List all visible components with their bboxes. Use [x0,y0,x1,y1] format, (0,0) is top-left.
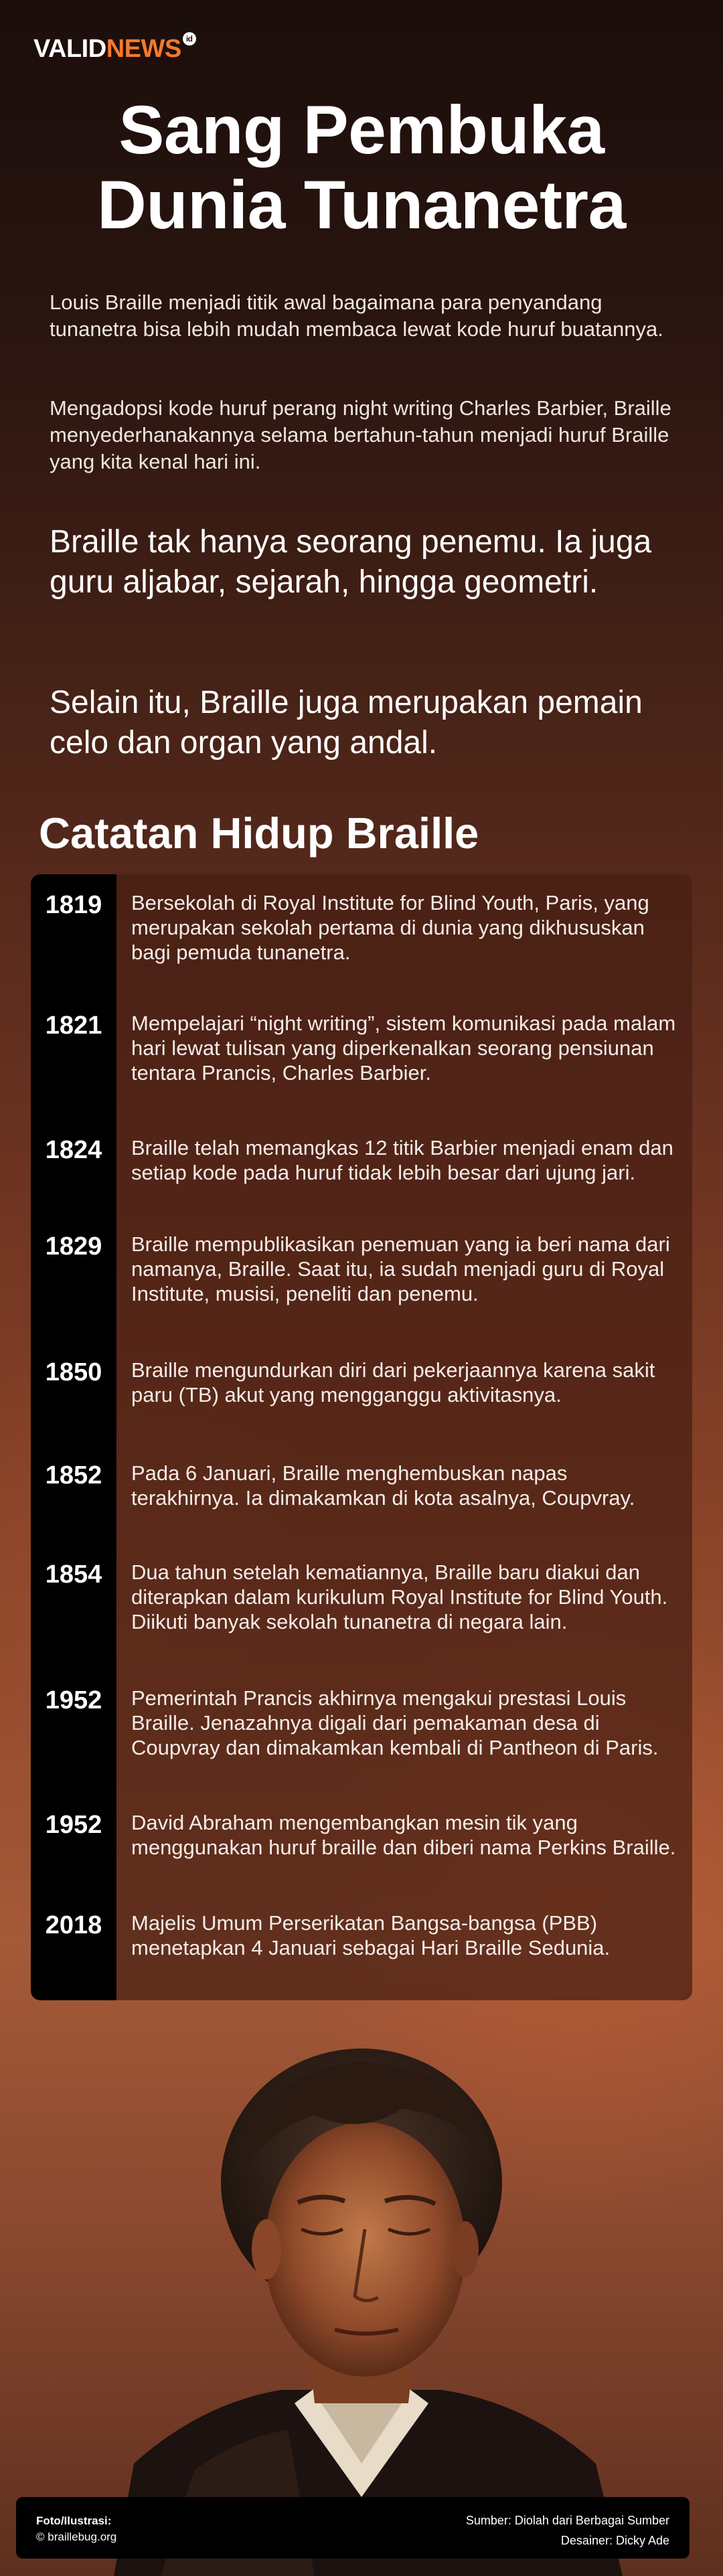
timeline-year: 1829 [45,1232,102,1261]
intro-paragraph-1: Louis Braille menjadi titik awal bagaimana para penyandang tunanetra bisa lebih mudah membaca lewat kode huruf buatannya. [50,291,663,341]
timeline-year: 1819 [45,891,102,919]
highlight-quote-2: Selain itu, Braille juga merupakan pemain celo dan organ yang andal. [50,685,643,760]
photo-credit [36,2513,116,2545]
designer-text: Desainer: Dicky Ade [560,2534,669,2547]
intro-paragraph-2: Mengadopsi kode huruf perang night writing Charles Barbier, Braille menyederhanakannya selama bertahun-tahun menjadi huruf Braille yang kita kenal hari ini. [50,396,671,473]
timeline-year: 1952 [45,1811,102,1839]
timeline-text: Braille mempublikasikan penemuan yang ia beri nama dari namanya, Braille. Saat itu, ia sudah menjadi guru di Royal Institute, musisi, peneliti dan penemu. [131,1232,670,1305]
logo-news: NEWS [106,35,181,63]
source-credit [466,2510,669,2551]
title-line-1: Sang Pembuka [118,92,605,168]
photo-credit-label: Foto/Ilustrasi: [36,2514,112,2527]
timeline-text: Braille mengundurkan diri dari pekerjaannya karena sakit paru (TB) akut yang mengganggu aktivitasnya. [131,1358,655,1406]
timeline-year: 1854 [45,1560,102,1589]
timeline-year: 1850 [45,1358,102,1386]
timeline-title: Catatan Hidup Braille [39,809,479,858]
highlight-quote-1: Braille tak hanya seorang penemu. Ia juga guru aljabar, sejarah, hingga geometri. [50,524,652,600]
timeline-text: David Abraham mengembangkan mesin tik yang menggunakan huruf braille dan diberi nama Perkins Braille. [131,1811,676,1859]
timeline-year: 1824 [45,1136,102,1164]
credits-footer [16,2497,690,2559]
timeline-year: 2018 [45,1911,102,1939]
timeline-text: Braille telah memangkas 12 titik Barbier menjadi enam dan setiap kode pada huruf tidak lebih besar dari ujung jari. [131,1136,673,1184]
timeline-text: Dua tahun setelah kematiannya, Braille baru diakui dan diterapkan dalam kurikulum Royal Institute for Blind Youth. Diikuti banyak sekolah tunanetra di negara lain. [131,1560,668,1633]
timeline-panel [31,874,692,2000]
timeline-text: Mempelajari “night writing”, sistem komunikasi pada malam hari lewat tulisan yang diperkenalkan seorang pensiunan tentara Prancis, Charles Barbier. [131,1012,676,1084]
photo-credit-source: © braillebug.org [36,2530,117,2543]
braille-portrait-illustration [0,2028,723,2576]
source-text: Sumber: Diolah dari Berbagai Sumber [465,2514,669,2527]
timeline-year: 1952 [45,1686,102,1714]
timeline-year: 1852 [45,1461,102,1490]
logo-id-badge: id [183,32,196,46]
timeline-text: Bersekolah di Royal Institute for Blind Youth, Paris, yang merupakan sekolah pertama di dunia yang dikhususkan bagi pemuda tunanetra. [131,891,649,964]
page-title [0,92,723,242]
timeline-text: Majelis Umum Perserikatan Bangsa-bangsa (PBB) menetapkan 4 Januari sebagai Hari Braille Sedunia. [131,1911,611,1959]
validnews-logo [33,35,196,64]
timeline-text: Pemerintah Prancis akhirnya mengakui prestasi Louis Braille. Jenazahnya digali dari pemakaman desa di Coupvray dan dimakamkan kembali di Pantheon di Paris. [131,1686,659,1759]
timeline-text: Pada 6 Januari, Braille menghembuskan napas terakhirnya. Ia dimakamkan di kota asalnya, Coupvray. [131,1461,635,1510]
timeline-year: 1821 [45,1012,102,1040]
logo-valid: VALID [33,35,106,63]
title-line-2: Dunia Tunanetra [97,167,626,243]
